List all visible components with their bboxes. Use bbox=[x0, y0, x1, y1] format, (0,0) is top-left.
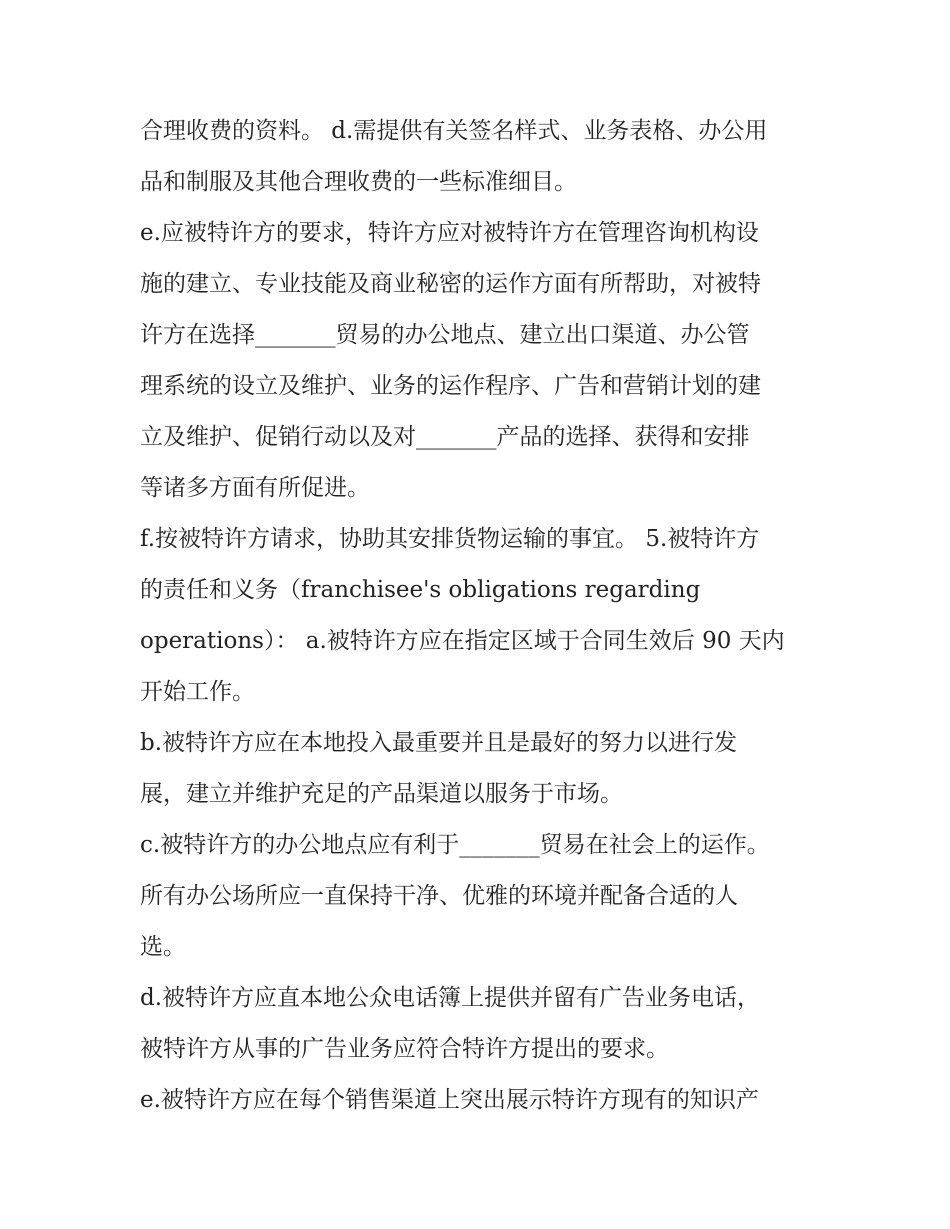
text-line-5: 许方在选择_______贸易的办公地点、建立出口渠道、办公管 bbox=[140, 322, 750, 348]
text-line-19: 被特许方从事的广告业务应符合特许方提出的要求。 bbox=[140, 1036, 669, 1062]
document-body bbox=[140, 106, 820, 1126]
text-line-17: 选。 bbox=[140, 934, 186, 960]
text-line-4: 施的建立、专业技能及商业秘密的运作方面有所帮助，对被特 bbox=[140, 271, 761, 297]
text-line-18: d.被特许方应直本地公众电话簿上提供并留有广告业务电话， bbox=[140, 985, 761, 1011]
text-line-12: 开始工作。 bbox=[140, 679, 255, 705]
text-line-7: 立及维护、促销行动以及对_______产品的选择、获得和安排 bbox=[140, 424, 750, 450]
text-line-6: 理系统的设立及维护、业务的运作程序、广告和营销计划的建 bbox=[140, 373, 761, 399]
text-line-20: e.被特许方应在每个销售渠道上突出展示特许方现有的知识产 bbox=[140, 1087, 759, 1113]
text-line-15: c.被特许方的办公地点应有利于_______贸易在社会上的运作。 bbox=[140, 832, 770, 858]
text-line-16: 所有办公场所应一直保持干净、优雅的环境并配备合适的人 bbox=[140, 883, 738, 909]
text-line-10: 的责任和义务（franchisee's obligations regarding bbox=[140, 577, 701, 603]
text-line-8: 等诸多方面有所促进。 bbox=[140, 475, 370, 501]
text-line-9: f.按被特许方请求，协助其安排货物运输的事宜。 5.被特许方 bbox=[140, 526, 760, 552]
text-line-1: 合理收费的资料。 d.需提供有关签名样式、业务表格、办公用 bbox=[140, 118, 768, 144]
text-line-3: e.应被特许方的要求，特许方应对被特许方在管理咨询机构设 bbox=[140, 220, 759, 246]
text-line-13: b.被特许方应在本地投入最重要并且是最好的努力以进行发 bbox=[140, 730, 738, 756]
text-line-2: 品和制服及其他合理收费的一些标准细目。 bbox=[140, 169, 577, 195]
text-line-14: 展，建立并维护充足的产品渠道以服务于市场。 bbox=[140, 781, 623, 807]
text-line-11: operations）： a.被特许方应在指定区域于合同生效后 90 天内 bbox=[140, 628, 785, 654]
